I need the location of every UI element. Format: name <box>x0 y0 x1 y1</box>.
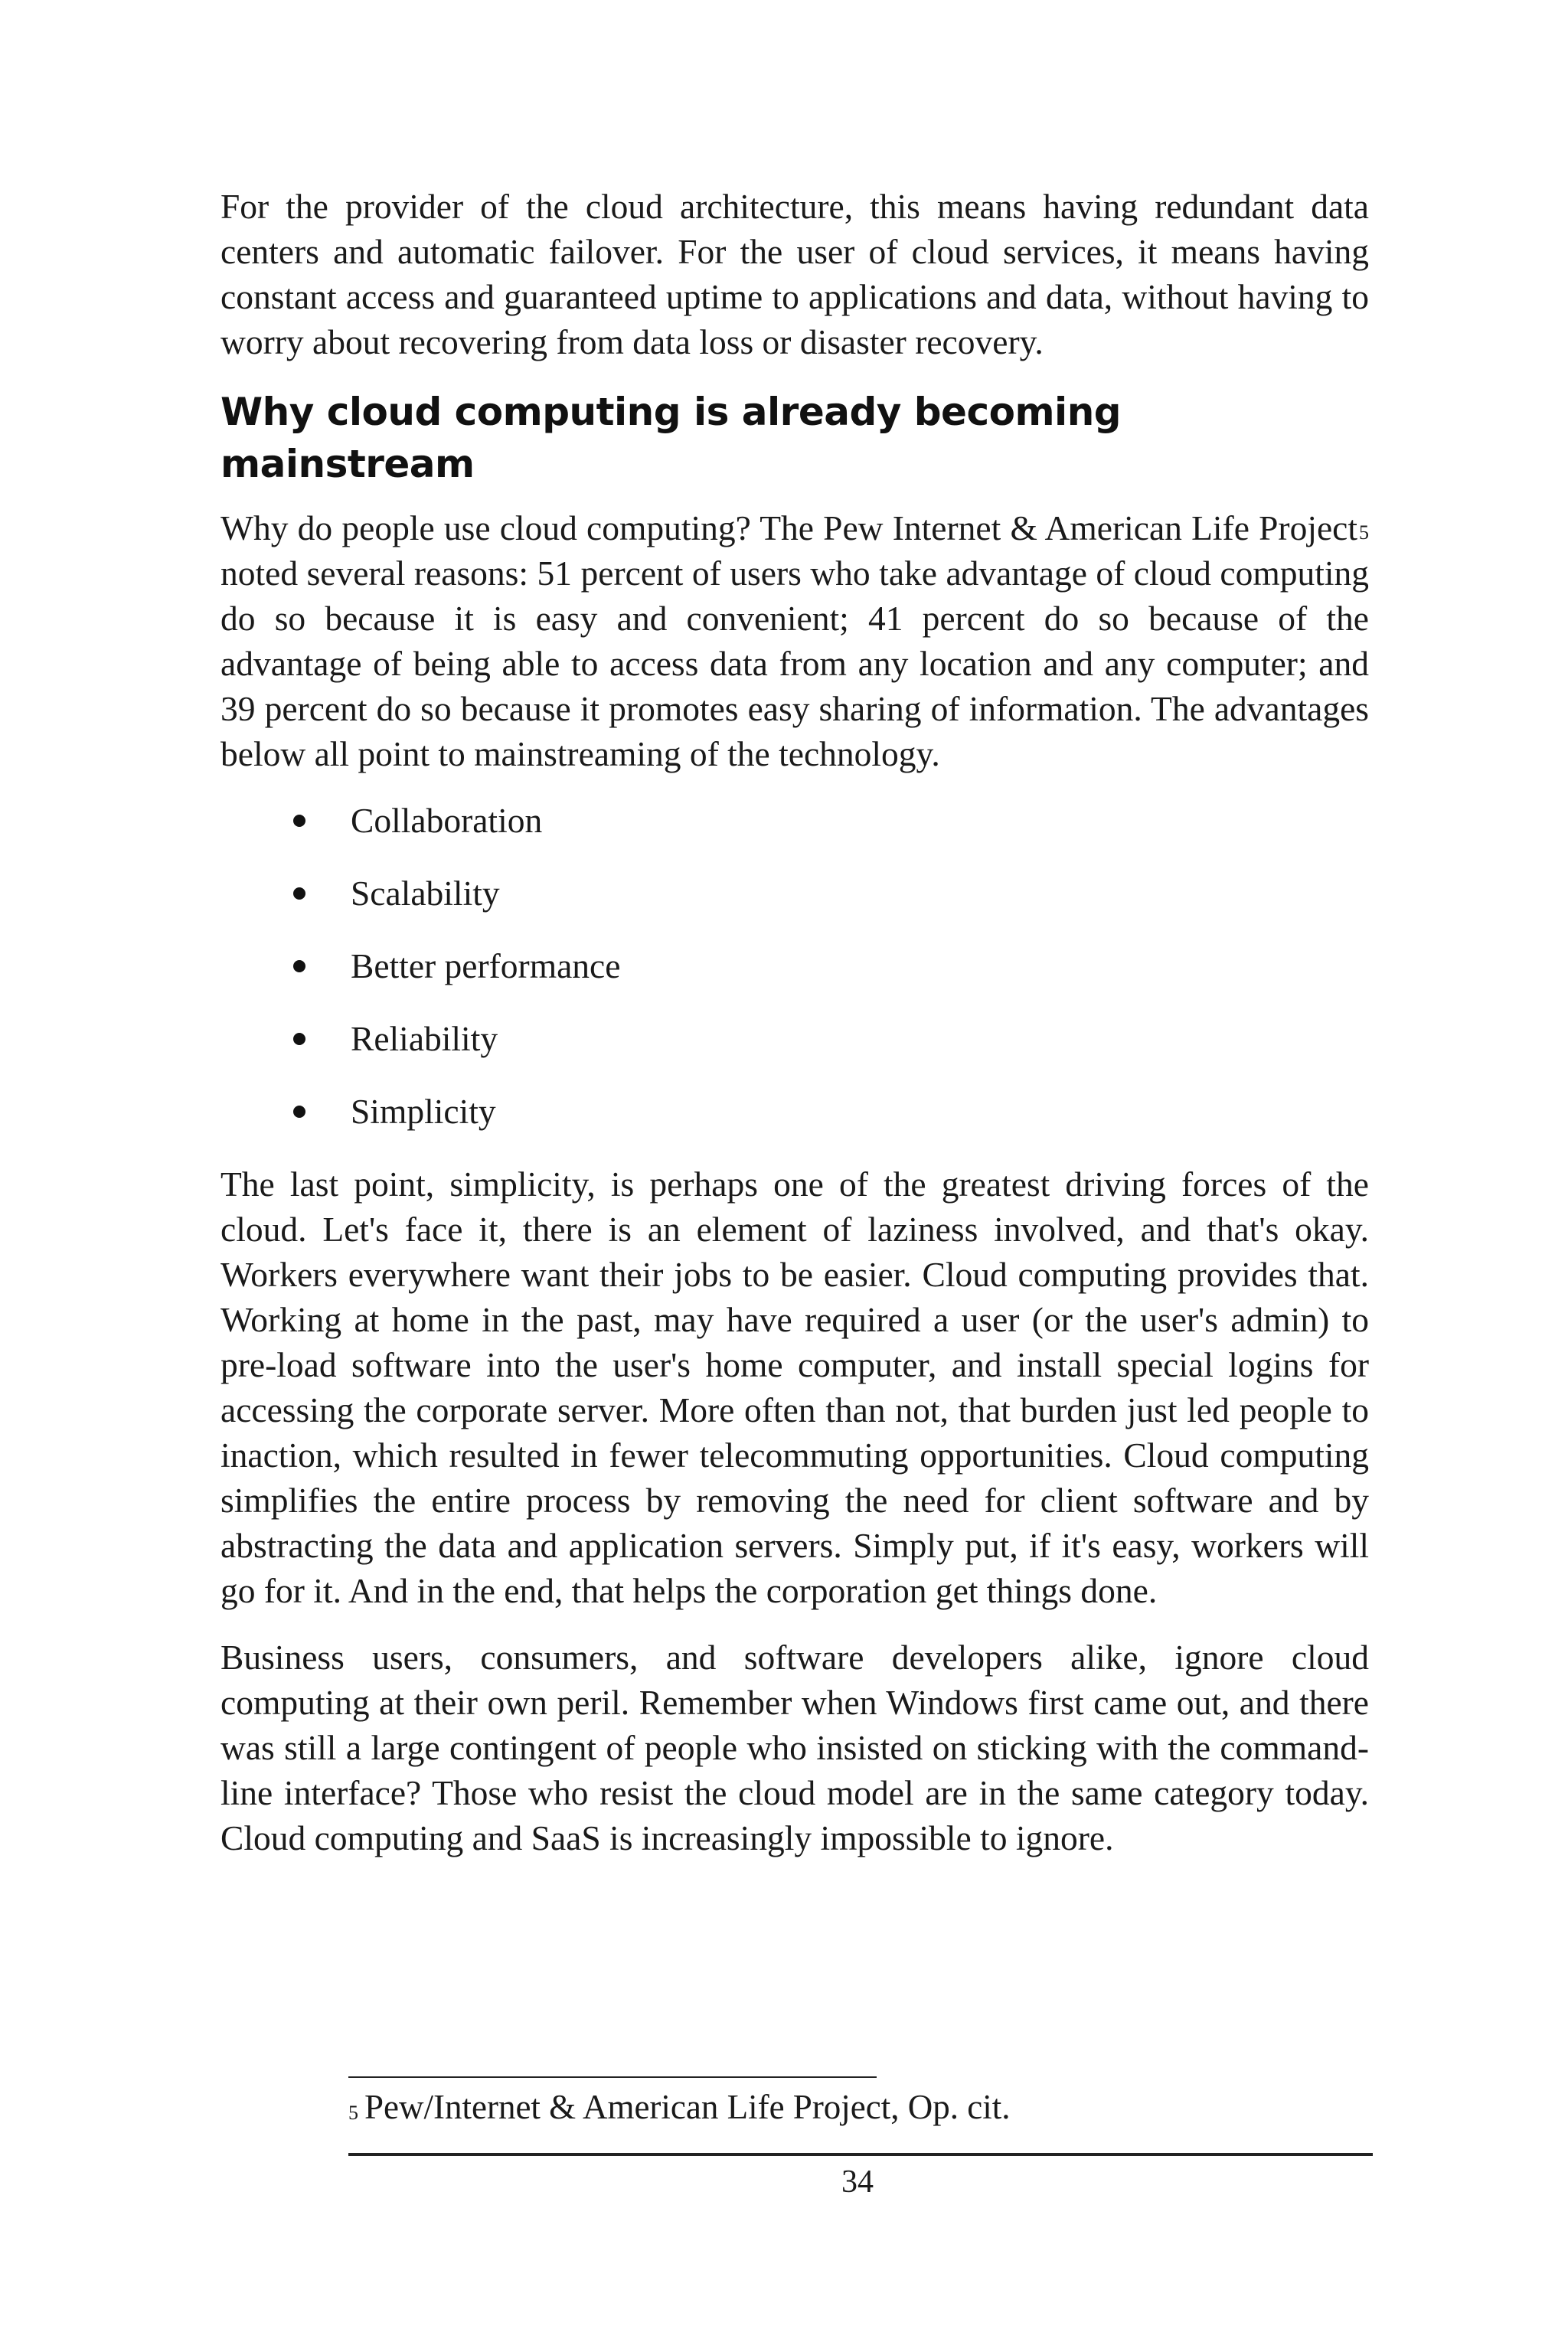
section-heading: Why cloud computing is already becoming mainstream <box>220 390 1122 486</box>
footnote-text: Pew/Internet & American Life Project, Op. cit. <box>364 2088 1011 2126</box>
list-item <box>220 943 1369 988</box>
bullet-icon <box>293 815 305 827</box>
paragraph-simplicity: The last point, simplicity, is perhaps one of the greatest driving forces of the cloud. Let's face it, there is an element of laziness involved, and that's okay. Workers everywhere want their jobs to be easier. Cloud computing provides that. Working at home in the past, may have required a user (or the user's admin) to pre-load software into the user's home computer, and install special logins for accessing the corporate server. More often than not, that burden just led people to inaction, which resulted in fewer telecommuting opportunities. Cloud computing simplifies the entire process by removing the need for client software and by abstracting the data and application servers. Simply put, if it's easy, workers will go for it. And in the end, that helps the corporation get things done. <box>220 1165 1369 1610</box>
bullet-icon <box>293 887 305 900</box>
footnote-mark: 5 <box>348 2102 358 2124</box>
bullet-icon <box>293 1033 305 1045</box>
list-item <box>220 1016 1369 1061</box>
list-item <box>220 798 1369 843</box>
bullet-icon <box>293 960 305 972</box>
paragraph-reasons-start: Why do people use cloud computing? The Pew Internet & American Life Project <box>220 508 1357 547</box>
bullet-icon <box>293 1106 305 1118</box>
page-bottom-rule <box>348 2153 1373 2156</box>
list-item <box>220 1089 1369 1134</box>
page-number: 34 <box>841 2164 874 2200</box>
list-item-label: Simplicity <box>351 1092 496 1131</box>
list-item <box>220 871 1369 916</box>
paragraph-reasons <box>220 505 1369 776</box>
footnote <box>348 2084 1011 2130</box>
list-item-label: Better performance <box>351 946 621 985</box>
footnote-reference: 5 <box>1359 521 1369 544</box>
page-body <box>220 184 1369 1882</box>
list-item-label: Scalability <box>351 874 500 913</box>
paragraph-reasons-end: noted several reasons: 51 percent of users who take advantage of cloud computing do so because it is easy and convenient; 41 percent do so because of the advantage of being able to access data from any location and any computer; and 39 percent do so because it promotes easy sharing of information. The advantages below all point to mainstreaming of the technology. <box>220 554 1369 773</box>
paragraph-intro: For the provider of the cloud architecture, this means having redundant data centers and automatic failover. For the user of cloud services, it means having constant access and guaranteed uptime to applications and data, without having to worry about recovering from data loss or disaster recovery. <box>220 187 1369 361</box>
footnote-divider <box>348 2076 877 2078</box>
paragraph-business: Business users, consumers, and software developers alike, ignore cloud computing at their own peril. Remember when Windows first came out, and there was still a large contingent of people who insisted on sticking with the command-line interface? Those who resist the cloud model are in the same category today. Cloud computing and SaaS is increasingly impossible to ignore. <box>220 1638 1369 1857</box>
list-item-label: Collaboration <box>351 801 543 840</box>
advantages-list <box>220 798 1369 1134</box>
list-item-label: Reliability <box>351 1019 498 1058</box>
